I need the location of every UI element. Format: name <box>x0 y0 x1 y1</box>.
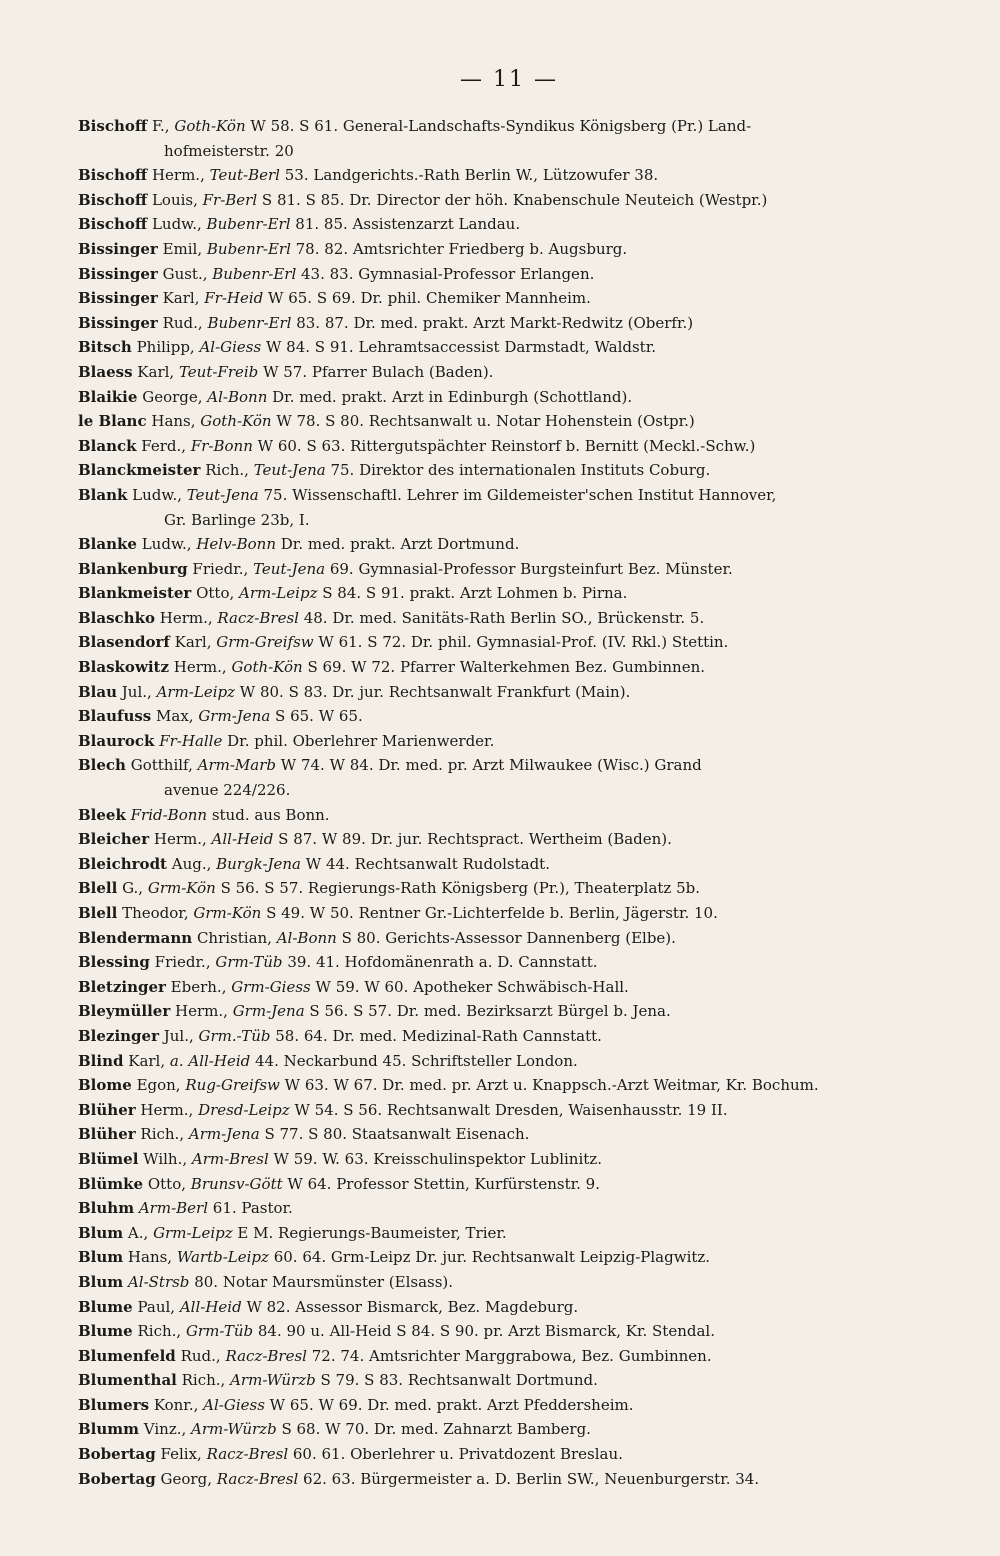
entry-given-name: Gust., <box>157 264 213 283</box>
entry-given-name: Rich., <box>135 1125 189 1144</box>
entry-details: W 59. W 60. Apotheker Schwäbisch-Hall. <box>310 977 629 996</box>
directory-entry <box>78 1024 940 1049</box>
directory-entry <box>78 335 940 360</box>
entry-given-name: Konr., <box>149 1395 204 1414</box>
entry-given-name: Rich., <box>200 461 254 480</box>
entry-corps: Racz-Bresl <box>216 1469 299 1488</box>
entry-details: W 65. W 69. Dr. med. prakt. Arzt Pfeddersheim. <box>264 1395 634 1414</box>
entry-given-name: Theodor, <box>117 904 194 922</box>
entry-given-name: G., <box>117 879 148 898</box>
directory-entry <box>78 606 940 631</box>
entry-details: 83. 87. Dr. med. prakt. Arzt Markt-Redwitz (Oberfr.) <box>291 313 694 332</box>
directory-entry <box>78 434 940 459</box>
entry-name: Blumers <box>78 1395 150 1414</box>
entry-name: Blümke <box>78 1174 144 1193</box>
entry-name: Blaskowitz <box>78 658 169 677</box>
entry-corps: Brunsv-Gött <box>190 1174 283 1193</box>
directory-entry <box>78 901 940 926</box>
entry-given-name: Otto, <box>143 1174 191 1193</box>
entry-details: W 58. S 61. General-Landschafts-Syndikus Königsberg (Pr.) Land- <box>245 117 752 135</box>
entry-corps: All-Heid <box>211 830 274 849</box>
entry-name: Blank <box>78 485 128 504</box>
entry-details: 75. Wissenschaftl. Lehrer im Gildemeister'schen Institut Hannover, <box>258 485 777 504</box>
entry-corps: Goth-Kön <box>174 117 246 135</box>
entry-name: Blell <box>78 879 118 898</box>
entry-details: S 49. W 50. Rentner Gr.-Lichterfelde b. Berlin, Jägerstr. 10. <box>261 904 718 922</box>
directory-entry <box>78 1442 940 1467</box>
entry-details: W 63. W 67. Dr. med. pr. Arzt u. Knappsch.-Arzt Weitmar, Kr. Bochum. <box>279 1076 819 1095</box>
entry-name: Blaess <box>78 362 133 381</box>
entry-details: S 69. W 72. Pfarrer Walterkehmen Bez. Gumbinnen. <box>302 658 706 677</box>
directory-entry <box>78 483 940 532</box>
entry-given-name: Karl, <box>132 362 179 381</box>
entry-details: 84. 90 u. All-Heid S 84. S 90. pr. Arzt Bismarck, Kr. Stendal. <box>253 1322 715 1341</box>
entry-details: Dr. phil. Oberlehrer Marienwerder. <box>222 731 495 750</box>
entry-given-name: Vinz., <box>139 1420 192 1439</box>
entry-name: Blumenfeld <box>78 1346 176 1365</box>
entry-given-name: Hans, <box>146 412 201 431</box>
entry-corps: Bubenr-Erl <box>212 264 297 283</box>
entry-details: 44. Neckarbund 45. Schriftsteller London. <box>250 1051 578 1070</box>
entry-corps: Grm-Leipz <box>153 1223 233 1242</box>
directory-entry <box>78 803 940 828</box>
directory-entry <box>78 1393 940 1418</box>
entry-corps: Fr-Heid <box>204 289 264 308</box>
entry-given-name: Paul, <box>132 1297 180 1316</box>
entry-continuation: avenue 224/226. <box>164 781 291 800</box>
entry-corps: Grm-Jena <box>232 1002 305 1021</box>
directory-entry <box>78 630 940 655</box>
entry-name: Bischoff <box>78 215 148 234</box>
entry-given-name: Ferd., <box>136 436 191 455</box>
entry-name: Blessing <box>78 953 150 972</box>
entry-name: Bleicher <box>78 830 150 849</box>
entry-name: Blendermann <box>78 928 193 947</box>
directory-entry <box>78 655 940 680</box>
directory-entry <box>78 188 940 213</box>
entry-given-name: Christian, <box>192 928 277 947</box>
entry-corps: Fr-Berl <box>202 190 258 209</box>
entry-details: 61. Pastor. <box>208 1199 293 1218</box>
entry-name: Bletzinger <box>78 977 166 996</box>
entry-given-name: Wilh., <box>138 1149 192 1168</box>
entry-details: S 77. S 80. Staatsanwalt Eisenach. <box>259 1125 530 1144</box>
entry-details: 48. Dr. med. Sanitäts-Rath Berlin SO., Brückenstr. 5. <box>298 608 705 627</box>
entry-corps: Bubenr-Erl <box>207 313 292 332</box>
directory-entry <box>78 1122 940 1147</box>
directory-entry <box>78 1049 940 1074</box>
directory-entry <box>78 1467 940 1492</box>
directory-entry <box>78 557 940 582</box>
entry-name: Blüher <box>78 1100 136 1119</box>
entry-given-name: Jul., <box>117 682 157 701</box>
entry-given-name: Karl, <box>157 289 205 308</box>
entry-details: W 65. S 69. Dr. phil. Chemiker Mannheim. <box>263 289 591 308</box>
entry-corps: Grm-Greifsw <box>216 633 314 652</box>
entry-corps: Frid-Bonn <box>130 805 208 824</box>
entry-corps: a. All-Heid <box>169 1051 251 1070</box>
entry-corps: Arm-Würzb <box>191 1420 277 1439</box>
entry-corps: Al-Bonn <box>207 387 268 406</box>
directory-entry <box>78 680 940 705</box>
entry-details: W 64. Professor Stettin, Kurfürstenstr. 9. <box>282 1174 600 1193</box>
directory-entry <box>78 1319 940 1344</box>
entry-name: Blankenburg <box>78 559 188 578</box>
directory-entry <box>78 1344 940 1369</box>
entry-list <box>78 114 940 1491</box>
entry-given-name: Gotthilf, <box>125 756 198 775</box>
directory-entry <box>78 1196 940 1221</box>
directory-entry <box>78 237 940 262</box>
entry-corps: Helv-Bonn <box>196 535 276 554</box>
directory-entry <box>78 114 940 163</box>
entry-corps: All-Heid <box>179 1297 242 1316</box>
directory-entry <box>78 532 940 557</box>
directory-entry <box>78 385 940 410</box>
directory-entry <box>78 704 940 729</box>
entry-given-name: Hans, <box>123 1248 177 1267</box>
entry-details: W 78. S 80. Rechtsanwalt u. Notar Hohenstein (Ostpr.) <box>271 412 695 431</box>
entry-details: E M. Regierungs-Baumeister, Trier. <box>232 1223 507 1242</box>
directory-entry <box>78 1368 940 1393</box>
entry-details: S 80. Gerichts-Assessor Dannenberg (Elbe). <box>336 928 676 947</box>
directory-entry <box>78 1073 940 1098</box>
entry-corps: Grm-Kön <box>147 879 216 898</box>
entry-given-name: Friedr., <box>187 559 254 578</box>
entry-corps: Bubenr-Erl <box>206 239 291 258</box>
directory-entry <box>78 729 940 754</box>
entry-corps: Al-Giess <box>203 1395 265 1414</box>
entry-corps: Teut-Freib <box>178 362 259 381</box>
entry-name: Blome <box>78 1076 132 1095</box>
entry-given-name: Georg, <box>155 1469 217 1488</box>
entry-continuation: Gr. Barlinge 23b, I. <box>164 510 310 529</box>
entry-corps: Arm-Leipz <box>239 584 318 603</box>
entry-details: W 57. Pfarrer Bulach (Baden). <box>258 362 494 381</box>
entry-corps: Teut-Jena <box>253 559 326 578</box>
entry-corps: Arm-Würzb <box>230 1371 316 1390</box>
directory-entry <box>78 1147 940 1172</box>
entry-name: Blum <box>78 1223 124 1242</box>
entry-corps: Rug-Greifsw <box>185 1076 280 1095</box>
entry-given-name: Ludw., <box>127 485 187 504</box>
entry-details: S 81. S 85. Dr. Director der höh. Knabenschule Neuteich (Westpr.) <box>257 190 768 209</box>
entry-corps: Racz-Bresl <box>225 1346 307 1365</box>
entry-details: W 61. S 72. Dr. phil. Gymnasial-Prof. (IV. Rkl.) Stettin. <box>313 633 729 652</box>
directory-entry <box>78 458 940 483</box>
entry-name: Bobertag <box>78 1445 156 1464</box>
entry-details: W 54. S 56. Rechtsanwalt Dresden, Waisenhausstr. 19 II. <box>289 1100 728 1119</box>
entry-details: W 74. W 84. Dr. med. pr. Arzt Milwaukee (Wisc.) Grand <box>276 756 702 775</box>
entry-given-name: Max, <box>151 707 199 726</box>
entry-details: 58. 64. Dr. med. Medizinal-Rath Cannstatt. <box>270 1026 602 1045</box>
entry-given-name: Rich., <box>132 1322 186 1341</box>
entry-given-name: Friedr., <box>149 953 216 972</box>
entry-name: Bissinger <box>78 239 158 258</box>
entry-details: S 56. S 57. Regierungs-Rath Königsberg (Pr.), Theaterplatz 5b. <box>215 879 701 898</box>
entry-corps: Fr-Halle <box>159 731 223 750</box>
entry-name: Blezinger <box>78 1026 159 1045</box>
entry-given-name: Aug., <box>166 854 217 873</box>
directory-entry <box>78 360 940 385</box>
entry-corps: Teut-Jena <box>253 461 326 480</box>
entry-details: W 82. Assessor Bismarck, Bez. Magdeburg. <box>241 1297 579 1316</box>
directory-entry <box>78 999 940 1024</box>
entry-given-name: Otto, <box>191 584 240 603</box>
directory-entry <box>78 1172 940 1197</box>
entry-corps: Teut-Jena <box>186 485 259 504</box>
directory-entry <box>78 876 940 901</box>
entry-details: W 60. S 63. Rittergutspächter Reinstorf b. Bernitt (Meckl.-Schw.) <box>252 436 756 455</box>
entry-name: Blume <box>78 1297 133 1316</box>
entry-name: Blaurock <box>78 731 155 750</box>
entry-corps: Arm-Marb <box>197 756 276 775</box>
directory-entry <box>78 753 940 802</box>
entry-given-name: Herm., <box>154 608 218 627</box>
entry-corps: Al-Giess <box>199 338 262 357</box>
entry-name: Blau <box>78 682 118 701</box>
entry-given-name: Jul., <box>158 1026 199 1045</box>
entry-corps: Grm-Jena <box>198 707 271 726</box>
entry-details: S 68. W 70. Dr. med. Zahnarzt Bamberg. <box>276 1420 591 1439</box>
entry-given-name: Eberh., <box>165 977 232 996</box>
entry-corps: Al-Bonn <box>276 928 337 947</box>
entry-name: Bleymüller <box>78 1002 171 1021</box>
entry-details: S 87. W 89. Dr. jur. Rechtspract. Wertheim (Baden). <box>273 830 672 849</box>
entry-corps: Grm-Tüb <box>185 1322 254 1341</box>
entry-continuation: hofmeisterstr. 20 <box>164 141 294 160</box>
entry-corps: Grm.-Tüb <box>198 1026 271 1045</box>
entry-corps: Grm-Giess <box>231 977 311 996</box>
entry-corps: Dresd-Leipz <box>198 1100 290 1119</box>
entry-name: Blumm <box>78 1420 140 1439</box>
entry-name: Bleichrodt <box>78 854 167 873</box>
entry-name: Blech <box>78 756 126 775</box>
entry-name: Bissinger <box>78 313 158 332</box>
directory-entry <box>78 950 940 975</box>
entry-name: Bitsch <box>78 338 132 357</box>
entry-name: Blum <box>78 1272 124 1291</box>
entry-details: 69. Gymnasial-Professor Burgsteinfurt Bez. Münster. <box>325 559 733 578</box>
entry-given-name: Egon, <box>131 1076 186 1095</box>
entry-details: W 80. S 83. Dr. jur. Rechtsanwalt Frankfurt (Main). <box>235 682 631 701</box>
entry-corps: Racz-Bresl <box>206 1445 289 1464</box>
entry-details: S 84. S 91. prakt. Arzt Lohmen b. Pirna. <box>317 584 628 603</box>
entry-name: Blumenthal <box>78 1371 177 1390</box>
directory-entry <box>78 852 940 877</box>
directory-entry <box>78 212 940 237</box>
directory-entry <box>78 926 940 951</box>
entry-given-name: Rud., <box>175 1346 226 1365</box>
entry-name: Blasendorf <box>78 633 170 652</box>
entry-details: 72. 74. Amtsrichter Marggrabowa, Bez. Gumbinnen. <box>306 1346 712 1365</box>
entry-corps: Al-Strsb <box>127 1272 190 1291</box>
entry-details: S 79. S 83. Rechtsanwalt Dortmund. <box>315 1371 598 1390</box>
entry-name: Blanckmeister <box>78 461 201 480</box>
entry-corps: Arm-Jena <box>188 1125 260 1144</box>
entry-given-name: Herm., <box>149 830 212 849</box>
entry-details: W 59. W. 63. Kreisschulinspektor Lublinitz. <box>268 1149 602 1168</box>
entry-given-name: Ludw., <box>147 215 207 234</box>
entry-given-name: Philipp, <box>131 338 200 357</box>
entry-given-name: Herm., <box>170 1002 233 1021</box>
entry-given-name: Karl, <box>169 633 217 652</box>
entry-name: Bischoff <box>78 117 148 135</box>
entry-given-name: Ludw., <box>136 535 197 554</box>
entry-details: 80. Notar Maursmünster (Elsass). <box>189 1272 454 1291</box>
directory-entry <box>78 311 940 336</box>
directory-entry <box>78 286 940 311</box>
entry-corps: Fr-Bonn <box>190 436 253 455</box>
entry-details: 39. 41. Hofdomänenrath a. D. Cannstatt. <box>282 953 598 972</box>
entry-details: Dr. med. prakt. Arzt Dortmund. <box>276 535 520 554</box>
entry-corps: Wartb-Leipz <box>176 1248 269 1267</box>
entry-given-name: Louis, <box>147 190 203 209</box>
directory-entry <box>78 1221 940 1246</box>
entry-corps: Burgk-Jena <box>216 854 301 873</box>
entry-corps: Arm-Bresl <box>191 1149 269 1168</box>
entry-given-name: Herm., <box>169 658 232 677</box>
directory-entry <box>78 1417 940 1442</box>
entry-corps: Bubenr-Erl <box>206 215 291 234</box>
entry-details: 43. 83. Gymnasial-Professor Erlangen. <box>296 264 595 283</box>
directory-entry <box>78 581 940 606</box>
entry-given-name: A., <box>123 1223 154 1242</box>
entry-corps: Goth-Kön <box>200 412 272 431</box>
directory-entry <box>78 1270 940 1295</box>
entry-name: Blell <box>78 904 118 922</box>
entry-corps: Grm-Tüb <box>215 953 283 972</box>
entry-details: W 44. Rechtsanwalt Rudolstadt. <box>301 854 550 873</box>
entry-details: 60. 64. Grm-Leipz Dr. jur. Rechtsanwalt Leipzig-Plagwitz. <box>268 1248 711 1267</box>
entry-corps: Arm-Berl <box>138 1199 209 1218</box>
entry-name: Bischoff <box>78 190 148 209</box>
entry-corps: Grm-Kön <box>193 904 262 922</box>
directory-entry <box>78 1098 940 1123</box>
entry-name: Bischoff <box>78 166 148 185</box>
entry-given-name: F., <box>147 117 175 135</box>
entry-given-name: Karl, <box>123 1051 170 1070</box>
entry-corps: Teut-Berl <box>209 166 280 185</box>
directory-entry <box>78 827 940 852</box>
entry-details: 78. 82. Amtsrichter Friedberg b. Augsburg. <box>290 239 628 258</box>
entry-details: 75. Direktor des internationalen Instituts Coburg. <box>325 461 711 480</box>
entry-name: Bleek <box>78 805 126 824</box>
entry-name: Blümel <box>78 1149 139 1168</box>
entry-name: Blankmeister <box>78 584 192 603</box>
entry-name: Blanke <box>78 535 137 554</box>
entry-name: Blum <box>78 1248 124 1267</box>
entry-given-name: Emil, <box>157 239 207 258</box>
entry-given-name: George, <box>137 387 208 406</box>
entry-name: Blaschko <box>78 608 155 627</box>
entry-name: Blanck <box>78 436 137 455</box>
entry-name: Blind <box>78 1051 124 1070</box>
entry-corps: Racz-Bresl <box>217 608 299 627</box>
entry-name: le Blanc <box>78 412 147 431</box>
entry-given-name: Herm., <box>147 166 210 185</box>
entry-details: Dr. med. prakt. Arzt in Edinburgh (Schottland). <box>267 387 633 406</box>
entry-details: S 56. S 57. Dr. med. Bezirksarzt Bürgel b. Jena. <box>304 1002 671 1021</box>
entry-details: 81. 85. Assistenzarzt Landau. <box>290 215 521 234</box>
directory-entry <box>78 262 940 287</box>
entry-given-name: Felix, <box>155 1445 207 1464</box>
directory-entry <box>78 163 940 188</box>
entry-given-name: Rud., <box>157 313 208 332</box>
entry-name: Bissinger <box>78 289 158 308</box>
entry-details: 62. 63. Bürgermeister a. D. Berlin SW., Neuenburgerstr. 34. <box>298 1469 760 1488</box>
entry-name: Bobertag <box>78 1469 156 1488</box>
directory-entry <box>78 1295 940 1320</box>
entry-details: S 65. W 65. <box>270 707 363 726</box>
entry-name: Bluhm <box>78 1199 135 1218</box>
entry-corps: Goth-Kön <box>231 658 303 677</box>
entry-name: Blume <box>78 1322 133 1341</box>
entry-given-name: Rich., <box>176 1371 231 1390</box>
page-number: — 11 — <box>460 67 558 92</box>
entry-name: Blaikie <box>78 387 138 406</box>
directory-entry <box>78 1245 940 1270</box>
entry-details: W 84. S 91. Lehramtsaccessist Darmstadt, Waldstr. <box>261 338 657 357</box>
entry-details: stud. aus Bonn. <box>207 805 330 824</box>
entry-details: 60. 61. Oberlehrer u. Privatdozent Breslau. <box>288 1445 623 1464</box>
directory-entry <box>78 975 940 1000</box>
entry-name: Blaufuss <box>78 707 152 726</box>
directory-entry <box>78 409 940 434</box>
entry-corps: Arm-Leipz <box>156 682 235 701</box>
entry-name: Blüher <box>78 1125 136 1144</box>
entry-details: 53. Landgerichts.-Rath Berlin W., Lützowufer 38. <box>279 166 659 185</box>
entry-name: Bissinger <box>78 264 158 283</box>
entry-given-name: Herm., <box>135 1100 199 1119</box>
